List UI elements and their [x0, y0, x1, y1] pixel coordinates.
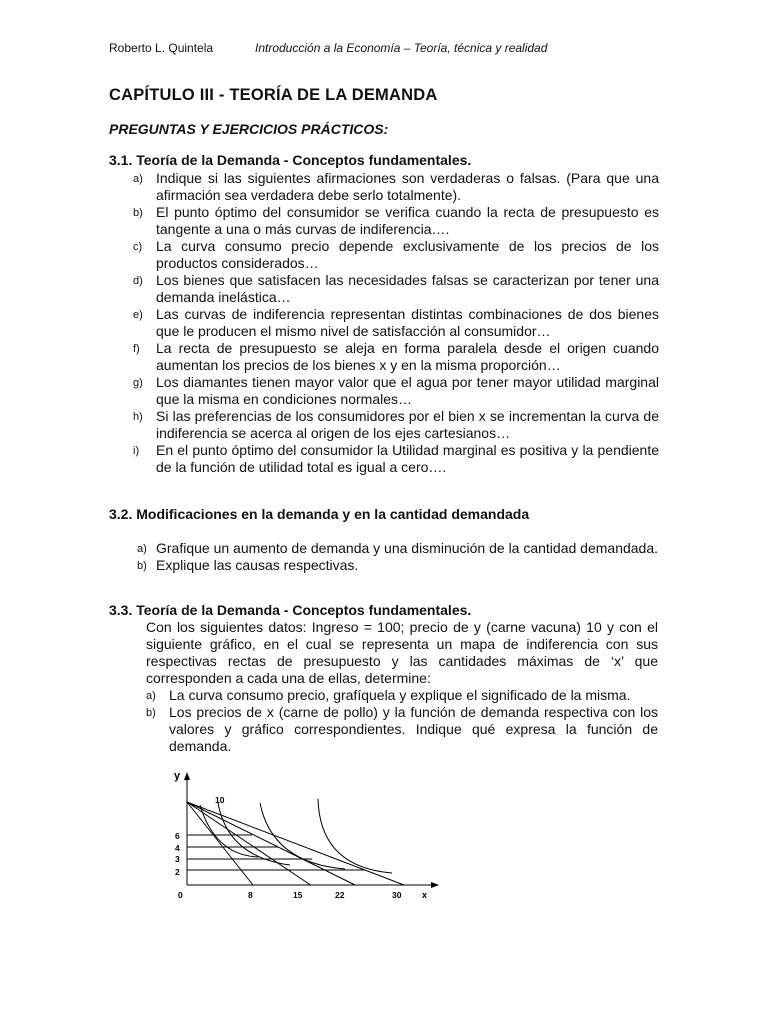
- list-item: [109, 340, 659, 374]
- y-tick-label: 4: [175, 843, 180, 853]
- section-3-2-heading: 3.2. Modificaciones en la demanda y en la cantidad demandada: [109, 506, 530, 522]
- item-text: La curva consumo precio, grafíquela y explique el significado de la misma.: [169, 687, 631, 703]
- budget-line: [187, 802, 355, 885]
- item-text: Los precios de x (carne de pollo) y la función de demanda respectiva con los valores y gráfico correspondientes. Indique qué expresa la función de demanda.: [169, 704, 658, 754]
- item-text: Explique las causas respectivas.: [156, 557, 359, 573]
- list-item: [109, 272, 659, 306]
- section-3-3-intro: Con los siguientes datos: Ingreso = 100; precio de y (carne vacuna) 10 y con el siguiente gráfico, en el cual se representa un mapa de indiferencia con sus respectivas rectas de presupuesto y las cantidades máximas de ‘x’ que corresponden a cada una de ellas, determine:: [146, 619, 658, 686]
- budget-lines: [187, 802, 404, 885]
- item-text: Grafique un aumento de demanda y una disminución de la cantidad demandada.: [156, 540, 659, 556]
- item-text: El punto óptimo del consumidor se verifica cuando la recta de presupuesto es tangente a una o más curvas de indiferencia….: [156, 204, 659, 237]
- list-item: [146, 704, 658, 755]
- item-text: Las curvas de indiferencia representan distintas combinaciones de dos bienes que le producen el mismo nivel de satisfacción al consumidor…: [156, 306, 659, 339]
- budget-line: [187, 802, 311, 885]
- item-label: f): [133, 343, 140, 355]
- item-label: c): [133, 241, 143, 253]
- x-tick-label: 15: [293, 890, 303, 900]
- header-book-title: Introducción a la Economía – Teoría, técnica y realidad: [255, 41, 548, 55]
- y-axis-label: y: [174, 770, 181, 782]
- section-3-3-list: [146, 687, 658, 755]
- item-label: h): [133, 411, 143, 423]
- item-label: b): [137, 560, 147, 572]
- list-item: [146, 687, 658, 704]
- x-axis-arrow: [431, 882, 439, 888]
- item-text: La recta de presupuesto se aleja en forma paralela desde el origen cuando aumentan los precios de los bienes x y en la misma proporción…: [156, 340, 659, 373]
- chapter-title: CAPÍTULO III - TEORÍA DE LA DEMANDA: [109, 86, 438, 104]
- list-item: [109, 306, 659, 340]
- section-3-1-list: [109, 170, 659, 476]
- list-item: [109, 374, 659, 408]
- list-item: [109, 170, 659, 204]
- list-item: [109, 238, 659, 272]
- indifference-curve: [318, 799, 392, 873]
- x-axis-label: x: [422, 890, 428, 900]
- item-text: Indique si las siguientes afirmaciones son verdaderas o falsas. (Para que una afirmación sea verdadera debe serlo totalmente).: [156, 170, 659, 203]
- item-text: Si las preferencias de los consumidores por el bien x se incrementan la curva de indiferencia se acerca al origen de los ejes cartesianos…: [156, 408, 659, 441]
- indifference-map-chart: [160, 765, 450, 905]
- item-text: La curva consumo precio depende exclusivamente de los precios de los productos considerados…: [156, 238, 659, 271]
- item-label: i): [133, 445, 140, 457]
- chart-axes: [184, 772, 439, 888]
- item-label: a): [146, 690, 156, 702]
- y-tick-label: 10: [215, 795, 225, 805]
- item-text: Los bienes que satisfacen las necesidades falsas se caracterizan por tener una demanda inelástica…: [156, 272, 659, 305]
- y-tick-label: 3: [175, 854, 180, 864]
- x-tick-label: 30: [392, 890, 402, 900]
- item-label: b): [146, 707, 156, 719]
- item-label: b): [133, 207, 143, 219]
- x-tick-label: 0: [178, 890, 183, 900]
- x-tick-label: 8: [248, 890, 253, 900]
- item-text: Los diamantes tienen mayor valor que el agua por tener mayor utilidad marginal que la misma en condiciones normales…: [156, 374, 659, 407]
- x-tick-label: 22: [335, 890, 345, 900]
- section-3-1-heading: 3.1. Teoría de la Demanda - Conceptos fundamentales.: [109, 152, 472, 168]
- exercises-subtitle: PREGUNTAS Y EJERCICIOS PRÁCTICOS:: [109, 121, 389, 137]
- y-tick-label: 2: [175, 867, 180, 877]
- y-axis-arrow: [184, 772, 190, 780]
- item-label: d): [133, 275, 143, 287]
- item-text: En el punto óptimo del consumidor la Utilidad marginal es positiva y la pendiente de la función de utilidad total es igual a cero….: [156, 442, 659, 475]
- y-tick-label: 6: [175, 831, 180, 841]
- list-item: [109, 408, 659, 442]
- item-label: a): [137, 543, 147, 555]
- indifference-curves: [200, 799, 392, 873]
- indifference-curve: [218, 803, 290, 865]
- list-item: [109, 540, 659, 557]
- list-item: [109, 442, 659, 476]
- list-item: [109, 204, 659, 238]
- section-3-2-list: [109, 540, 659, 574]
- list-item: [109, 557, 659, 574]
- header-author: Roberto L. Quintela: [109, 41, 214, 55]
- item-label: g): [133, 377, 143, 389]
- item-label: a): [133, 173, 143, 185]
- section-3-3-heading: 3.3. Teoría de la Demanda - Conceptos fundamentales.: [109, 602, 472, 618]
- item-label: e): [133, 309, 143, 321]
